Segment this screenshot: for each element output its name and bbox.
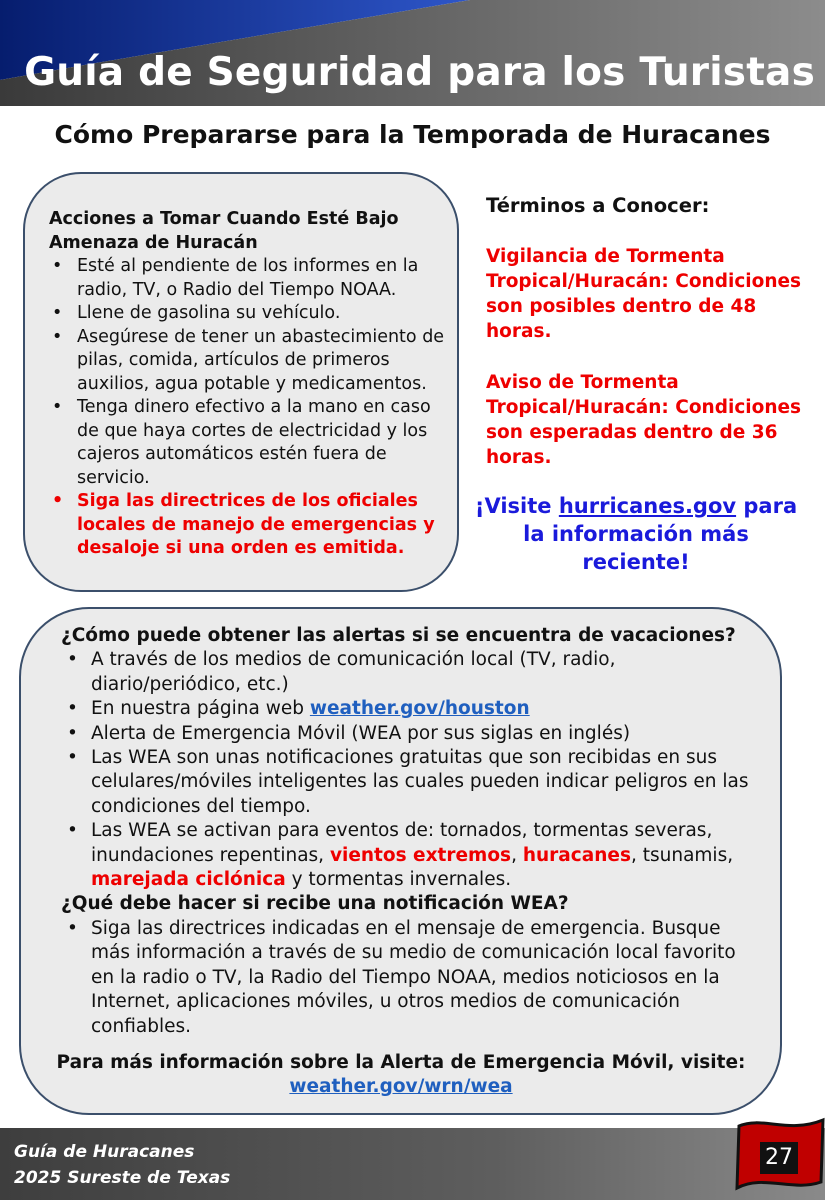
list-item-emphasis: • Siga las directrices de los oficiales locales de manejo de emergencias y desaloje si una orden es emitida.	[49, 490, 449, 561]
list-item: • Siga las directrices indicadas en el mensaje de emergencia. Busque más información a través de su medio de comunicación local favorito en la radio o TV, la Radio del Tiempo NOAA, medios noticiosos en la Internet, aplicaciones móviles, u otros medios de comunicación confiables.	[61, 917, 761, 1039]
page-number: 27	[760, 1142, 798, 1174]
actions-panel	[23, 172, 459, 592]
watch-definition: Vigilancia de Tormenta Tropical/Huracán: Condiciones son posibles dentro de 48 horas.	[486, 246, 802, 342]
list-item: • Asegúrese de tener un abastecimiento de pilas, comida, artículos de primeros auxilios, agua potable y medicamentos.	[49, 326, 449, 397]
visit-suffix: para la información más reciente!	[523, 494, 798, 574]
page-title: Guía de Seguridad para los Turistas	[24, 50, 815, 95]
events-text: y tormentas invernales.	[285, 869, 512, 891]
events-emphasis: marejada ciclónica	[91, 869, 286, 891]
events-text: , tsunamis,	[630, 844, 734, 866]
events-text: ,	[511, 844, 523, 866]
wea-list	[61, 917, 761, 1039]
houston-link[interactable]: weather.gov/houston	[309, 698, 530, 720]
more-info	[41, 1051, 761, 1100]
warning-definition: Aviso de Tormenta Tropical/Huracán: Condiciones son esperadas dentro de 36 horas.	[486, 372, 802, 468]
events-emphasis: huracanes	[522, 844, 631, 866]
section-subtitle: Cómo Prepararse para la Temporada de Huracanes	[54, 120, 771, 149]
more-text: Para más información sobre la Alerta de Emergencia Móvil, visite:	[56, 1051, 746, 1073]
actions-list	[49, 255, 449, 561]
list-item	[61, 819, 761, 892]
list-item: • Tenga dinero efectivo a la mano en caso de que haya cortes de electricidad y los cajeros automáticos estén fuera de servicio.	[49, 396, 449, 490]
wea-link[interactable]: weather.gov/wrn/wea	[289, 1076, 513, 1098]
alerts-question: ¿Cómo puede obtener las alertas si se encuentra de vacaciones?	[61, 625, 736, 646]
list-item: • Alerta de Emergencia Móvil (WEA por sus siglas en inglés)	[61, 722, 761, 746]
web-text: En nuestra página web	[91, 698, 310, 720]
footer-line-2: 2025 Sureste de Texas	[14, 1168, 231, 1188]
footer-bar	[0, 1128, 825, 1200]
footer-line-1: Guía de Huracanes	[14, 1142, 195, 1162]
alerts-list	[61, 648, 761, 892]
actions-heading: Acciones a Tomar Cuando Esté Bajo Amenaza de Huracán	[49, 209, 399, 253]
hurricanes-link[interactable]: hurricanes.gov	[558, 494, 737, 518]
list-item: • Llene de gasolina su vehículo.	[49, 302, 449, 326]
terms-section	[486, 193, 816, 496]
list-item: • Esté al pendiente de los informes en la radio, TV, o Radio del Tiempo NOAA.	[49, 255, 449, 302]
events-emphasis: vientos extremos	[329, 844, 512, 866]
events-text: Las WEA se activan para eventos de: tornados, tormentas severas, inundaciones repentinas,	[91, 820, 713, 866]
alerts-panel	[19, 607, 782, 1115]
visit-prefix: ¡Visite	[474, 494, 559, 518]
terms-heading: Términos a Conocer:	[486, 194, 710, 217]
list-item: • Las WEA son unas notificaciones gratuitas que son recibidas en sus celulares/móviles inteligentes las cuales pueden indicar peligros en las condiciones del tiempo.	[61, 746, 761, 819]
list-item: • A través de los medios de comunicación local (TV, radio, diario/periódico, etc.)	[61, 648, 761, 697]
wea-question: ¿Qué debe hacer si recibe una notificación WEA?	[61, 893, 569, 915]
list-item	[61, 697, 761, 721]
visit-callout	[466, 492, 806, 576]
header-banner	[0, 0, 825, 106]
